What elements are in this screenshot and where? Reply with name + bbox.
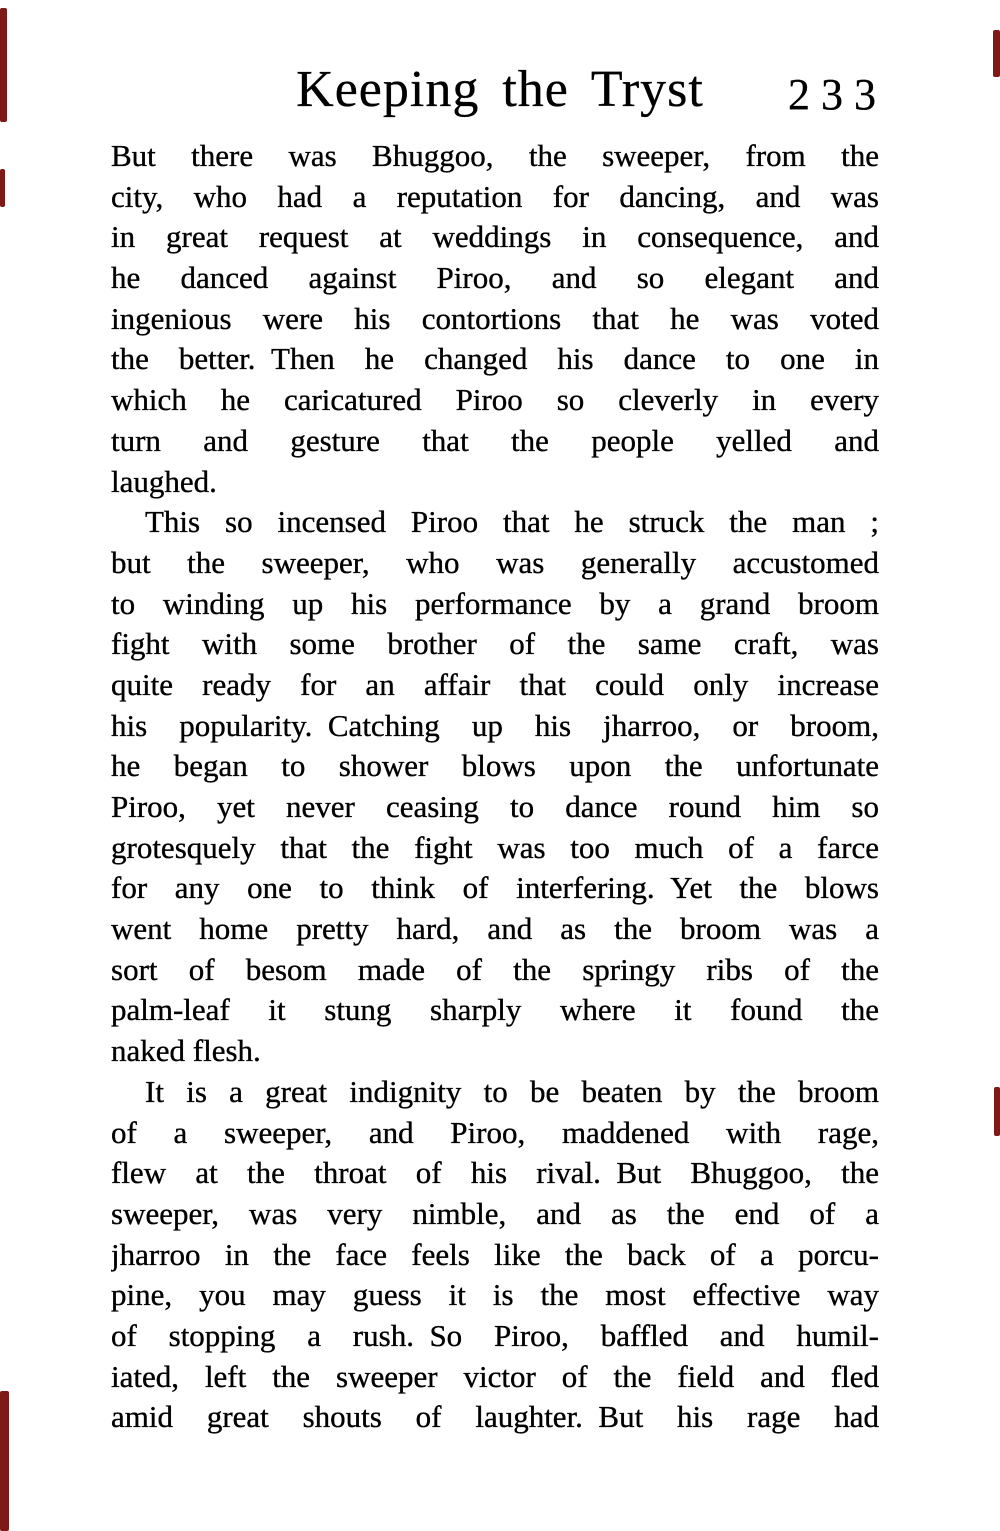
text-line: flew at the throat of his rival. But Bhuggoo, the <box>111 1155 879 1191</box>
text-line: laughed. <box>111 463 217 499</box>
text-line: went home pretty hard, and as the broom was a <box>111 911 879 947</box>
text-line: Piroo, yet never ceasing to dance round him so <box>111 789 879 824</box>
scan-edge-mark <box>994 1087 1000 1136</box>
text-line: amid great shouts of laughter. But his rage had <box>111 1399 879 1435</box>
text-line: It is a great indignity to be beaten by the broom <box>145 1073 879 1109</box>
text-line: sort of besom made of the springy ribs of the <box>111 951 879 987</box>
text-line: palm-leaf it stung sharply where it found the <box>111 992 879 1028</box>
text-line: This so incensed Piroo that he struck the man ; <box>145 504 879 540</box>
paragraph <box>111 502 879 1072</box>
text-line: iated, left the sweeper victor of the field and fled <box>111 1358 879 1394</box>
text-line: of a sweeper, and Piroo, maddened with rage, <box>111 1114 879 1150</box>
text-line: the better. Then he changed his dance to one in <box>111 341 879 377</box>
text-line: But there was Bhuggoo, the sweeper, from the <box>111 138 879 173</box>
text-line: jharroo in the face feels like the back of a porcu- <box>111 1236 879 1272</box>
scan-edge-mark <box>993 30 1000 77</box>
text-block <box>111 136 879 1438</box>
running-head <box>0 61 1000 124</box>
text-line: ingenious were his contortions that he was voted <box>111 300 879 336</box>
text-line: in great request at weddings in consequence, and <box>111 219 879 255</box>
text-line: for any one to think of interfering. Yet the blows <box>111 870 879 906</box>
text-line: city, who had a reputation for dancing, and was <box>111 178 879 214</box>
page-number: 233 <box>788 70 887 119</box>
paragraph <box>111 136 879 502</box>
text-line: quite ready for an affair that could only increase <box>111 666 879 702</box>
page-title: Keeping the Tryst <box>296 61 704 118</box>
text-line: fight with some brother of the same craft, was <box>111 626 879 662</box>
text-line: sweeper, was very nimble, and as the end of a <box>111 1195 879 1231</box>
text-line: but the sweeper, who was generally accustomed <box>111 544 879 580</box>
text-line: which he caricatured Piroo so cleverly in every <box>111 382 879 418</box>
scan-edge-mark <box>0 169 5 207</box>
text-line: of stopping a rush. So Piroo, baffled and humil- <box>111 1317 879 1353</box>
text-line: he began to shower blows upon the unfortunate <box>111 748 879 784</box>
text-line: grotesquely that the fight was too much of a farce <box>111 829 879 865</box>
text-line: his popularity. Catching up his jharroo, or broom, <box>111 707 879 743</box>
text-line: pine, you may guess it is the most effective way <box>111 1277 879 1313</box>
scan-edge-mark <box>0 1391 9 1531</box>
scan-edge-mark <box>0 8 7 122</box>
text-line: turn and gesture that the people yelled and <box>111 422 879 458</box>
text-line: he danced against Piroo, and so elegant and <box>111 260 879 296</box>
text-line: to winding up his performance by a grand broom <box>111 585 879 621</box>
paragraph <box>111 1072 879 1438</box>
text-line: naked flesh. <box>111 1033 261 1069</box>
